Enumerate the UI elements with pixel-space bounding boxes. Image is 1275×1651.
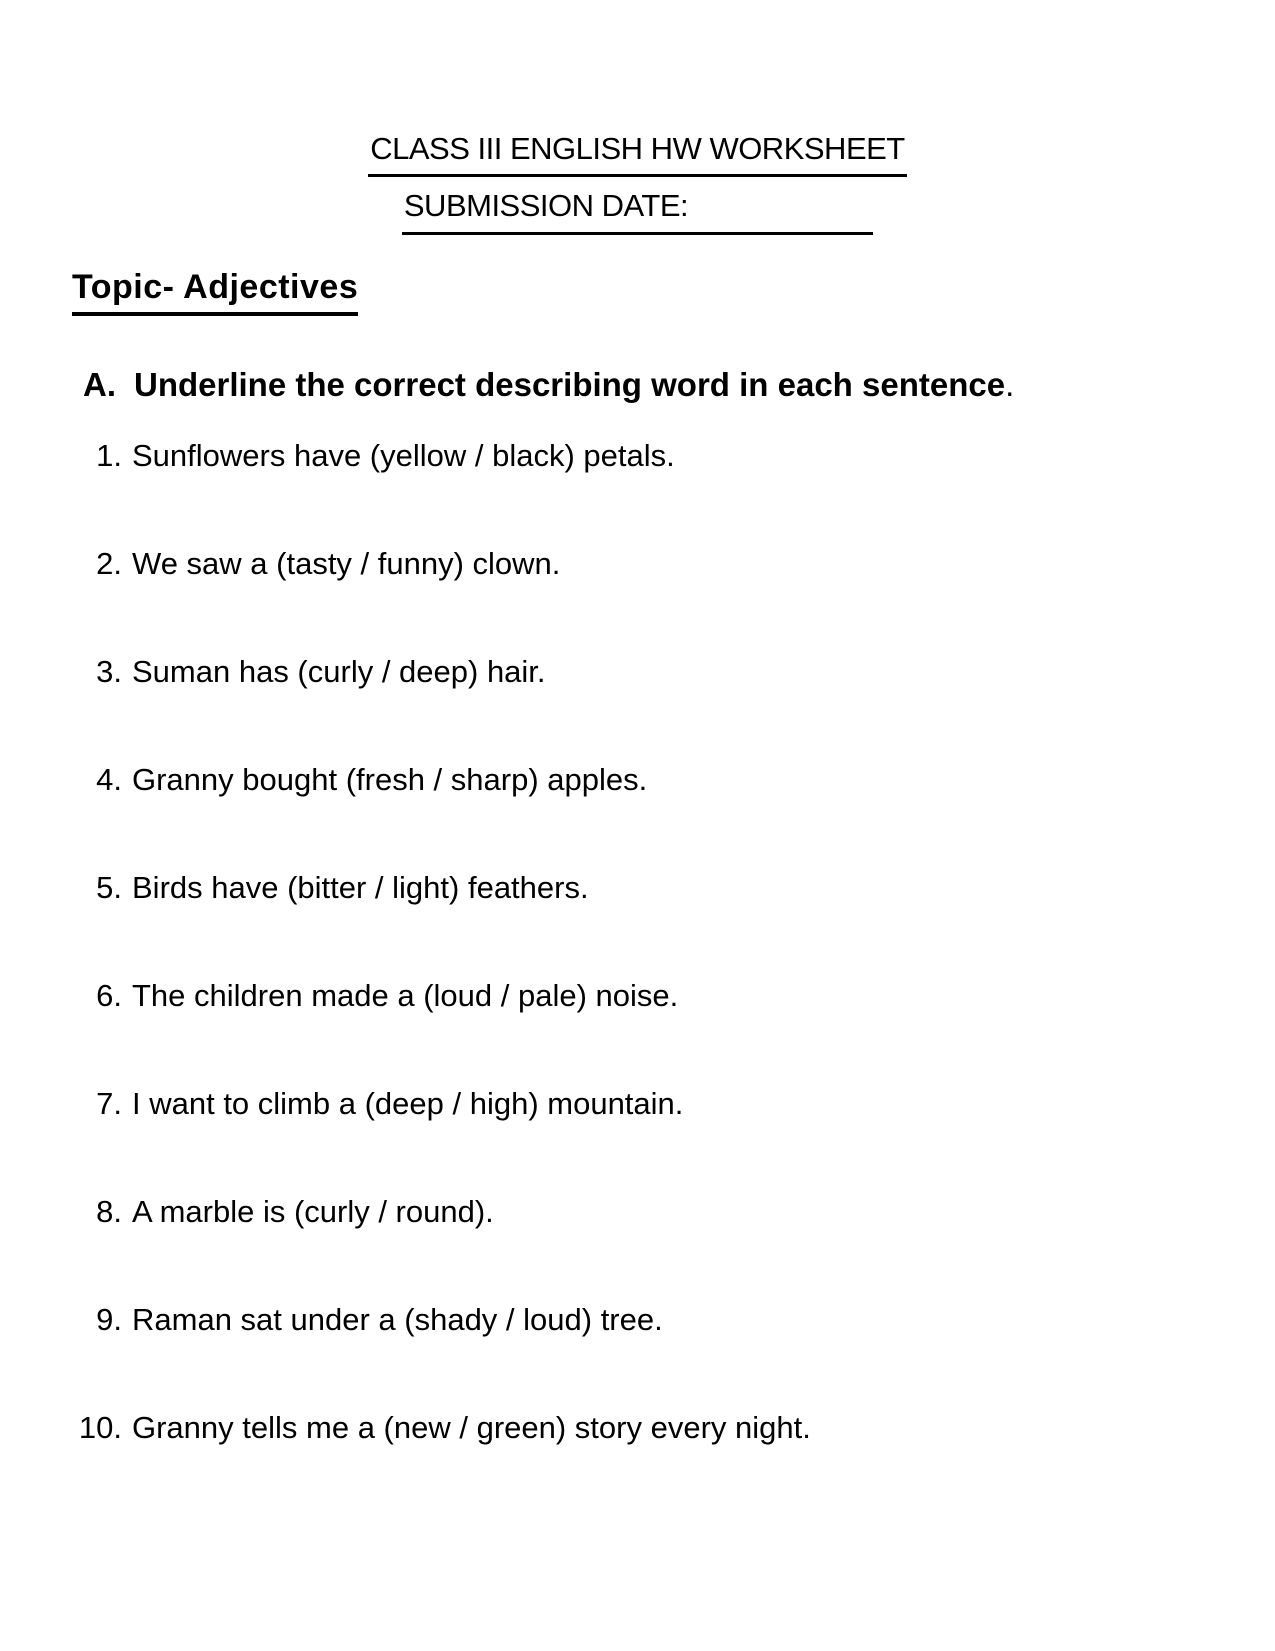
question-text: Granny tells me a (new / green) story every night.	[132, 1410, 811, 1445]
question-text: A marble is (curly / round).	[132, 1194, 494, 1229]
question-text: I want to climb a (deep / high) mountain.	[132, 1086, 684, 1121]
question-text: We saw a (tasty / funny) clown.	[132, 546, 561, 581]
question-text: Sunflowers have (yellow / black) petals.	[132, 438, 675, 473]
submission-date-label: SUBMISSION DATE:	[403, 188, 689, 223]
question-item	[0, 438, 1275, 546]
question-item	[0, 1086, 1275, 1194]
question-number: 9.	[96, 1302, 122, 1337]
worksheet-title: CLASS III ENGLISH HW WORKSHEET	[368, 126, 906, 177]
question-number: 8.	[96, 1194, 122, 1229]
topic-heading: Topic- Adjectives	[72, 268, 358, 316]
question-number: 3.	[96, 654, 122, 689]
question-text: Birds have (bitter / light) feathers.	[132, 870, 589, 905]
question-number: 7.	[96, 1086, 122, 1121]
question-item	[0, 654, 1275, 762]
question-number: 6.	[96, 978, 122, 1013]
question-item	[0, 546, 1275, 654]
worksheet-header	[0, 126, 1275, 235]
submission-date-blank	[688, 215, 873, 216]
section-a-instruction	[0, 366, 1275, 404]
question-item	[0, 870, 1275, 978]
section-a-instruction-bold: Underline the correct describing word in each sentence	[134, 366, 1006, 403]
question-item	[0, 978, 1275, 1086]
submission-date-row	[0, 183, 1275, 235]
section-a-instruction-period: .	[1005, 366, 1015, 403]
question-item	[0, 762, 1275, 870]
question-text: The children made a (loud / pale) noise.	[132, 978, 679, 1013]
question-item	[0, 1410, 1275, 1518]
submission-date-field	[402, 183, 873, 235]
question-text: Granny bought (fresh / sharp) apples.	[132, 762, 648, 797]
question-item	[0, 1194, 1275, 1302]
question-text: Raman sat under a (shady / loud) tree.	[132, 1302, 663, 1337]
question-number: 1.	[96, 438, 122, 473]
question-number: 4.	[96, 762, 122, 797]
question-number: 2.	[96, 546, 122, 581]
worksheet-title-row	[0, 126, 1275, 177]
section-a-label: A.	[83, 366, 116, 403]
question-text: Suman has (curly / deep) hair.	[132, 654, 546, 689]
question-item	[0, 1302, 1275, 1410]
section-a-text	[134, 366, 1014, 404]
question-number: 5.	[96, 870, 122, 905]
question-list	[0, 438, 1275, 1518]
topic-heading-row	[72, 268, 358, 316]
question-number: 10.	[78, 1410, 122, 1445]
